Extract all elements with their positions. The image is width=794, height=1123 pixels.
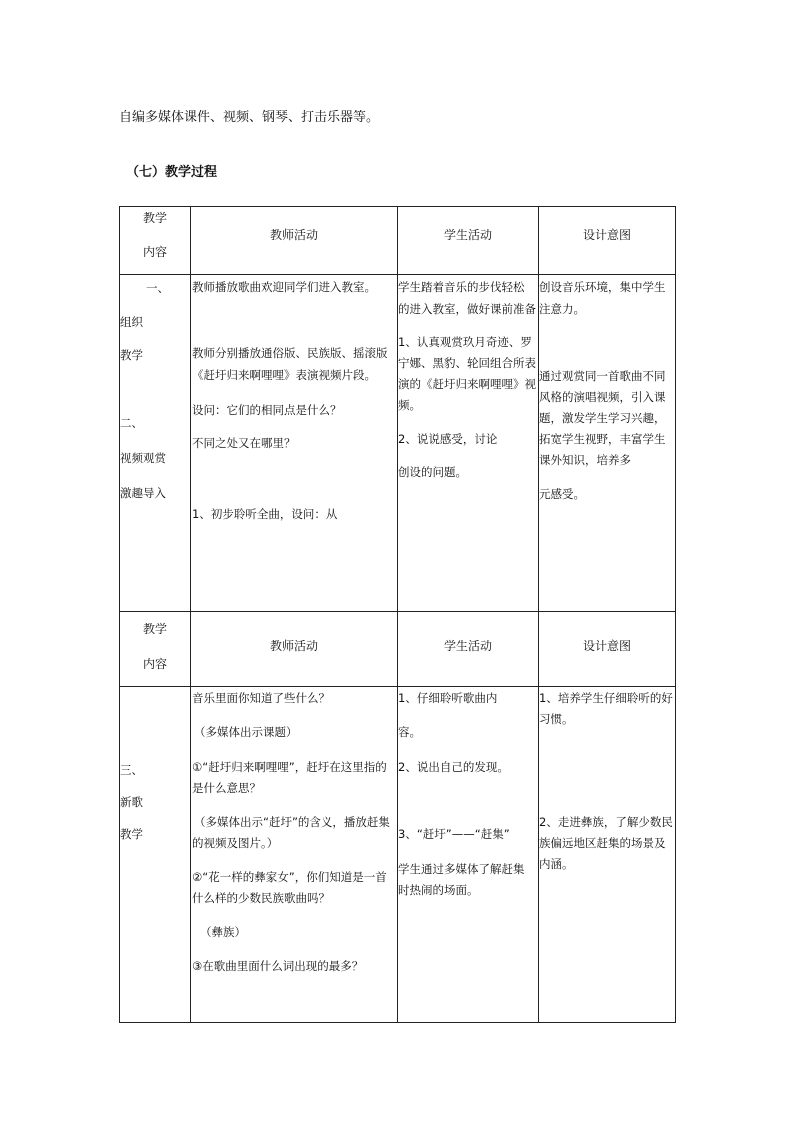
table1-header-teacher: 教师活动 <box>269 228 318 242</box>
teacher-activity-text: ①“赶圩归来啊哩哩”，赶圩在这里指的 <box>192 760 387 774</box>
teacher-activity-text: 的视频及图片。） <box>192 836 279 850</box>
section-2-title-line2: 激趣导入 <box>120 486 166 500</box>
section-1-title-line1: 组织 <box>120 315 143 329</box>
design-intent-text: 内涵。 <box>539 857 574 871</box>
table1-header-student: 学生活动 <box>443 228 492 242</box>
section-1-number: 一、 <box>146 281 169 295</box>
student-activity-text: 时热闹的场面。 <box>398 883 479 897</box>
student-activity-text: 的进入教室，做好课前准备 <box>398 302 536 316</box>
student-activity-text: 宁娜、黑豹、轮回组合所表 <box>398 356 536 370</box>
teacher-activity-text: 音乐里面你知道了些什么？ <box>192 691 330 705</box>
table1-col-divider-1 <box>190 206 191 612</box>
table2-header-teacher: 教师活动 <box>269 639 318 653</box>
teacher-activity-text: 1、初步聆听全曲，设问：从 <box>192 507 338 521</box>
table1-border-right <box>675 206 676 612</box>
table2-border-right <box>675 611 676 1023</box>
teacher-activity-text: 设问：它们的相同点是什么？ <box>192 403 342 417</box>
student-activity-text: 频。 <box>398 398 421 412</box>
design-intent-text: 课外知识，培养多 <box>539 453 631 467</box>
table2-header-content-line2: 内容 <box>142 657 167 671</box>
teacher-activity-text: （彝族） <box>200 925 246 939</box>
design-intent-text: 习惯。 <box>539 712 574 726</box>
table1-header-content-line1: 教学 <box>142 211 167 225</box>
table2-header-content-line1: 教学 <box>142 622 167 636</box>
student-activity-text: 学生通过多媒体了解赶集 <box>398 862 525 876</box>
student-activity-text: 3、“赶圩”——“赶集” <box>398 827 510 841</box>
table2-col-divider-1 <box>190 611 191 1023</box>
design-intent-text: 拓宽学生视野，丰富学生 <box>539 432 666 446</box>
teacher-activity-text: 什么样的少数民族歌曲吗？ <box>192 891 330 905</box>
table1-header-design: 设计意图 <box>582 228 631 242</box>
teacher-activity-text: 教师分别播放通俗版、民族版、摇滚版 <box>192 346 388 360</box>
design-intent-text: 元感受。 <box>539 487 585 501</box>
student-activity-text: 1、认真观赏玖月奇迹、罗 <box>398 335 532 349</box>
student-activity-text: 演的《赶圩归来啊哩哩》视 <box>398 377 536 391</box>
student-activity-text: 1、仔细聆听歌曲内 <box>398 691 498 705</box>
section-3-title-line2: 教学 <box>120 827 143 841</box>
design-intent-text: 创设音乐环境，集中学生 <box>539 280 666 294</box>
table2-border-left <box>119 611 120 1023</box>
teacher-activity-text: 《赶圩归来啊哩哩》表演视频片段。 <box>192 368 376 382</box>
teacher-activity-text: ③在歌曲里面什么词出现的最多？ <box>192 959 364 973</box>
teacher-activity-text: （多媒体出示“赶圩”的含义，播放赶集 <box>194 815 390 829</box>
section-3-title-line1: 新歌 <box>120 795 143 809</box>
intro-text: 自编多媒体课件、视频、钢琴、打击乐器等。 <box>119 110 380 125</box>
teacher-activity-text: 教师播放歌曲欢迎同学们进入教室。 <box>192 280 376 294</box>
section-title: （七）教学过程 <box>126 165 218 180</box>
teacher-activity-text: 不同之处又在哪里？ <box>192 436 296 450</box>
section-2-number: 二、 <box>120 416 143 430</box>
teacher-activity-text: （多媒体出示课题） <box>194 725 298 739</box>
table2-col-divider-2 <box>397 611 398 1023</box>
table2-header-student: 学生活动 <box>443 639 492 653</box>
teacher-activity-text: ②“花一样的彝家女”，你们知道是一首 <box>192 870 387 884</box>
teacher-activity-text: 是什么意思？ <box>192 781 261 795</box>
section-2-title-line1: 视频观赏 <box>120 451 166 465</box>
design-intent-text: 注意力。 <box>539 302 585 316</box>
table1-col-divider-3 <box>538 206 539 612</box>
design-intent-text: 题，激发学生学习兴趣， <box>539 411 666 425</box>
design-intent-text: 通过观赏同一首歌曲不同 <box>539 369 666 383</box>
table2-header-design: 设计意图 <box>582 639 631 653</box>
student-activity-text: 创设的问题。 <box>398 465 467 479</box>
student-activity-text: 容。 <box>398 725 421 739</box>
student-activity-text: 2、说说感受，讨论 <box>398 432 498 446</box>
design-intent-text: 1、培养学生仔细聆听的好 <box>539 691 673 705</box>
section-3-number: 三、 <box>120 763 143 777</box>
design-intent-text: 族偏远地区赶集的场景及 <box>539 836 666 850</box>
design-intent-text: 2、走进彝族，了解少数民 <box>539 815 673 829</box>
design-intent-text: 风格的演唱视频，引入课 <box>539 390 666 404</box>
section-1-title-line2: 教学 <box>120 348 143 362</box>
student-activity-text: 2、说出自己的发现。 <box>398 760 509 774</box>
table1-header-content-line2: 内容 <box>142 245 167 259</box>
student-activity-text: 学生踏着音乐的步伐轻松 <box>398 280 525 294</box>
table1-border-left <box>119 206 120 612</box>
